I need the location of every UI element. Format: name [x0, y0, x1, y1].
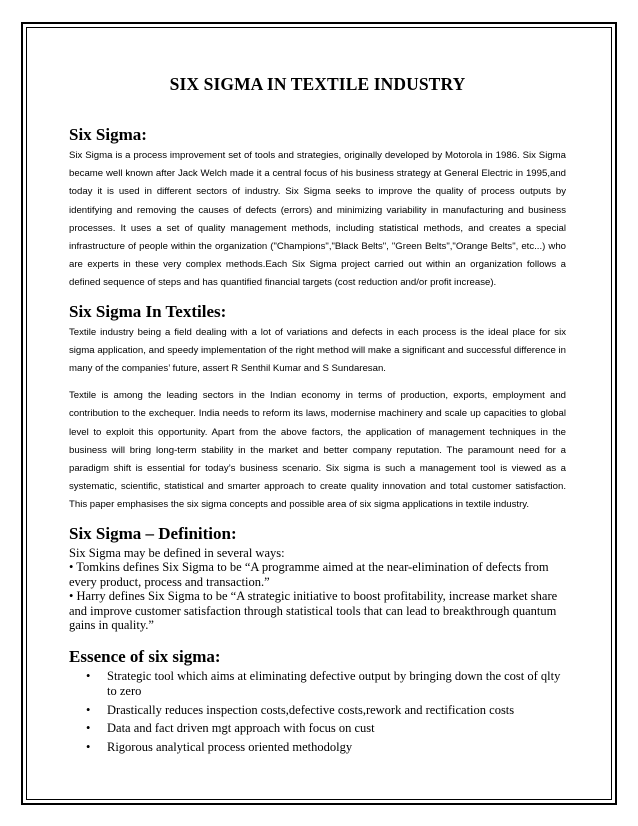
bullet-icon: •	[86, 668, 91, 683]
section-six-sigma	[69, 125, 566, 293]
definition-harry: • Harry defines Six Sigma to be “A strategic initiative to boost profitability, increase market share and improve customer satisfaction through statistical tools that can lead to breakthrough quantum gains in quality.”	[69, 589, 558, 633]
definition-tomkins: • Tomkins defines Six Sigma to be “A programme aimed at the near-elimination of defects from every product, process and transaction.”	[69, 560, 549, 589]
heading-textiles: Six Sigma In Textiles:	[69, 301, 227, 321]
heading-definition: Six Sigma – Definition:	[69, 523, 237, 543]
list-item-text: Rigorous analytical process oriented methodolgy	[107, 739, 353, 754]
paragraph-six-sigma: Six Sigma is a process improvement set of tools and strategies, originally developed by Motorola in 1986. Six Sigma became well known after Jack Welch made it a central focus of his business strategy at General Electric in 1995,and today it is used in different sectors of industry. Six Sigma seeks to improve the quality of process outputs by identifying and removing the causes of defects (errors) and minimizing variability in manufacturing and business processes. It uses a set of quality management methods, including statistical methods, and creates a special infrastructure of people within the organization ("Champions","Black Belts", "Green Belts","Orange Belts", etc...) who are experts in these very complex methods.Each Six Sigma project carried out within an organization follows a defined sequence of steps and has quantified financial targets (cost reduction and/or profit increase).	[69, 150, 566, 289]
paragraph-textiles-2: Textile is among the leading sectors in the Indian economy in terms of production, exports, employment and contribution to the exchequer. India needs to reform its laws, modernise machinery and scale up capacities to global level to exploit this opportunity. Apart from the above factors, the application of management techniques in the business will bring long-term stability in the market and better company reputation. The paramount need for a paradigm shift is essential for today’s business scenario. Six sigma is such a management tool is viewed as a systematic, scientific, statistical and smarter approach to create quality innovation and total customer satisfaction. This paper emphasises the six sigma concepts and possible area of six sigma applications in textile industry.	[69, 390, 566, 511]
essence-list	[69, 669, 566, 756]
section-definition	[69, 524, 566, 633]
section-essence	[69, 647, 566, 756]
list-item-text: Strategic tool which aims at eliminating defective output by bringing down the cost of qlty to zero	[107, 668, 561, 699]
list-item	[69, 740, 566, 756]
list-item	[69, 669, 566, 700]
section-textiles	[69, 302, 566, 515]
paragraph-textiles-1: Textile industry being a field dealing with a lot of variations and defects in each process is the ideal place for six sigma application, and speedy implementation of the right method will make a significant and successful difference in many of the companies’ future, assert R Senthil Kumar and S Sundaresan.	[69, 326, 566, 375]
heading-six-sigma: Six Sigma:	[69, 125, 147, 144]
bullet-icon: •	[86, 702, 91, 717]
list-item-text: Data and fact driven mgt approach with focus on cust	[107, 721, 375, 736]
document-body	[69, 74, 566, 763]
list-item-text: Drastically reduces inspection costs,defective costs,rework and rectification costs	[107, 702, 515, 717]
list-item	[69, 703, 566, 719]
document-title: SIX SIGMA IN TEXTILE INDUSTRY	[169, 74, 466, 94]
list-item	[69, 721, 566, 737]
bullet-icon: •	[86, 739, 91, 754]
definition-intro: Six Sigma may be defined in several ways:	[69, 545, 285, 560]
bullet-icon: •	[86, 721, 91, 736]
heading-essence: Essence of six sigma:	[69, 646, 221, 666]
